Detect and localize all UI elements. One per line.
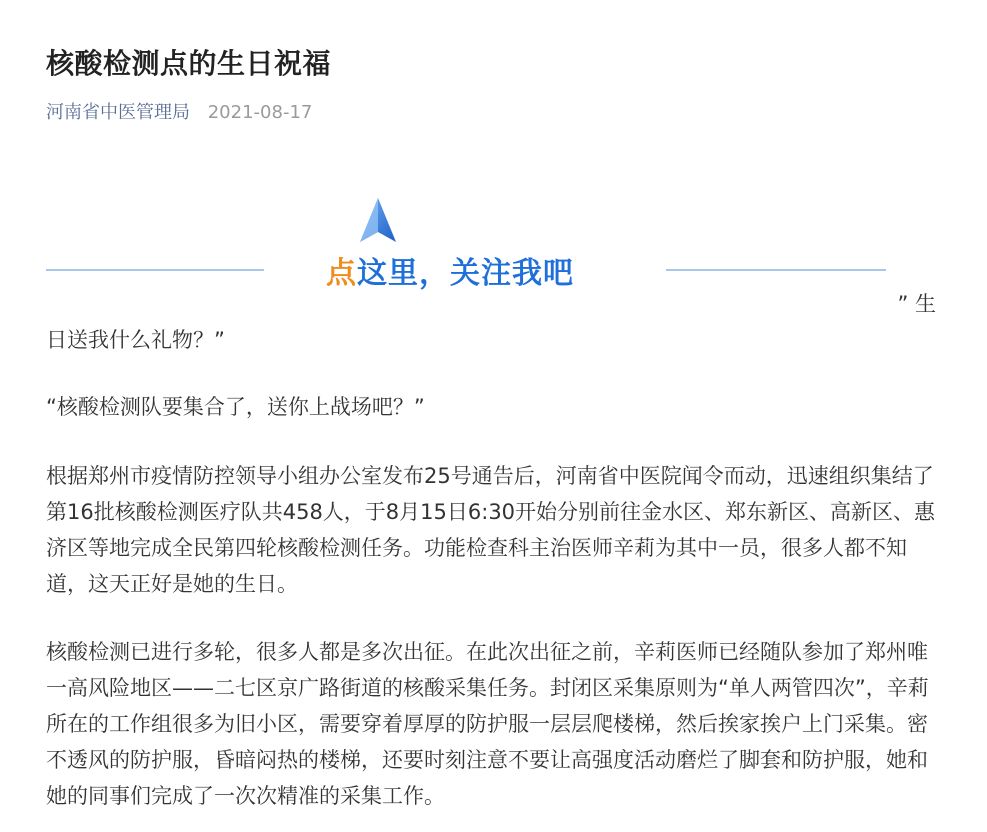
paragraph-sampling-work: 核酸检测已进行多轮，很多人都是多次出征。在此次出征之前，辛莉医师已经随队参加了郑州唯一高风险地区——二七区京广路街道的核酸采集任务。封闭区采集原则为“单人两管四次”，辛莉所在的工作组很多为旧小区，需要穿着厚厚的防护服一层层爬楼梯，然后挨家挨户上门采集。密不透风的防护服，昏暗闷热的楼梯，还要时刻注意不要让高强度活动磨烂了脚套和防护服，她和她的同事们完成了一次次精准的采集工作。 (46, 640, 929, 808)
publish-date: 2021-08-17 (207, 102, 313, 123)
source-link[interactable]: 河南省中医管理局 (46, 102, 190, 123)
follow-banner[interactable] (46, 192, 886, 292)
divider-line-right (666, 269, 886, 271)
article-title: 核酸检测点的生日祝福 (46, 47, 332, 80)
paragraph-team-deployment: 根据郑州市疫情防控领导小组办公室发布25号通告后，河南省中医院闻令而动，迅速组织集结了第16批核酸检测医疗队共458人，于8月15日6:30开始分别前往金水区、郑东新区、高新区、惠济区等地完成全民第四轮核酸检测任务。功能检查科主治医师辛莉为其中一员，很多人都不知道，这天正好是她的生日。 (46, 464, 936, 596)
cta-accent-char: 点 (326, 256, 357, 291)
divider-line-left (46, 269, 264, 271)
paragraph-battlefield: “核酸检测队要集合了，送你上战场吧？” (46, 395, 425, 419)
article-meta (46, 98, 312, 124)
paragraph-birthday-gift: 日送我什么礼物？” (46, 328, 225, 352)
navigation-arrow-icon (358, 196, 398, 246)
follow-cta-text[interactable] (326, 248, 574, 292)
cta-main-text: 这里，关注我吧 (357, 256, 574, 291)
quote-fragment: ” 生 (897, 292, 936, 316)
